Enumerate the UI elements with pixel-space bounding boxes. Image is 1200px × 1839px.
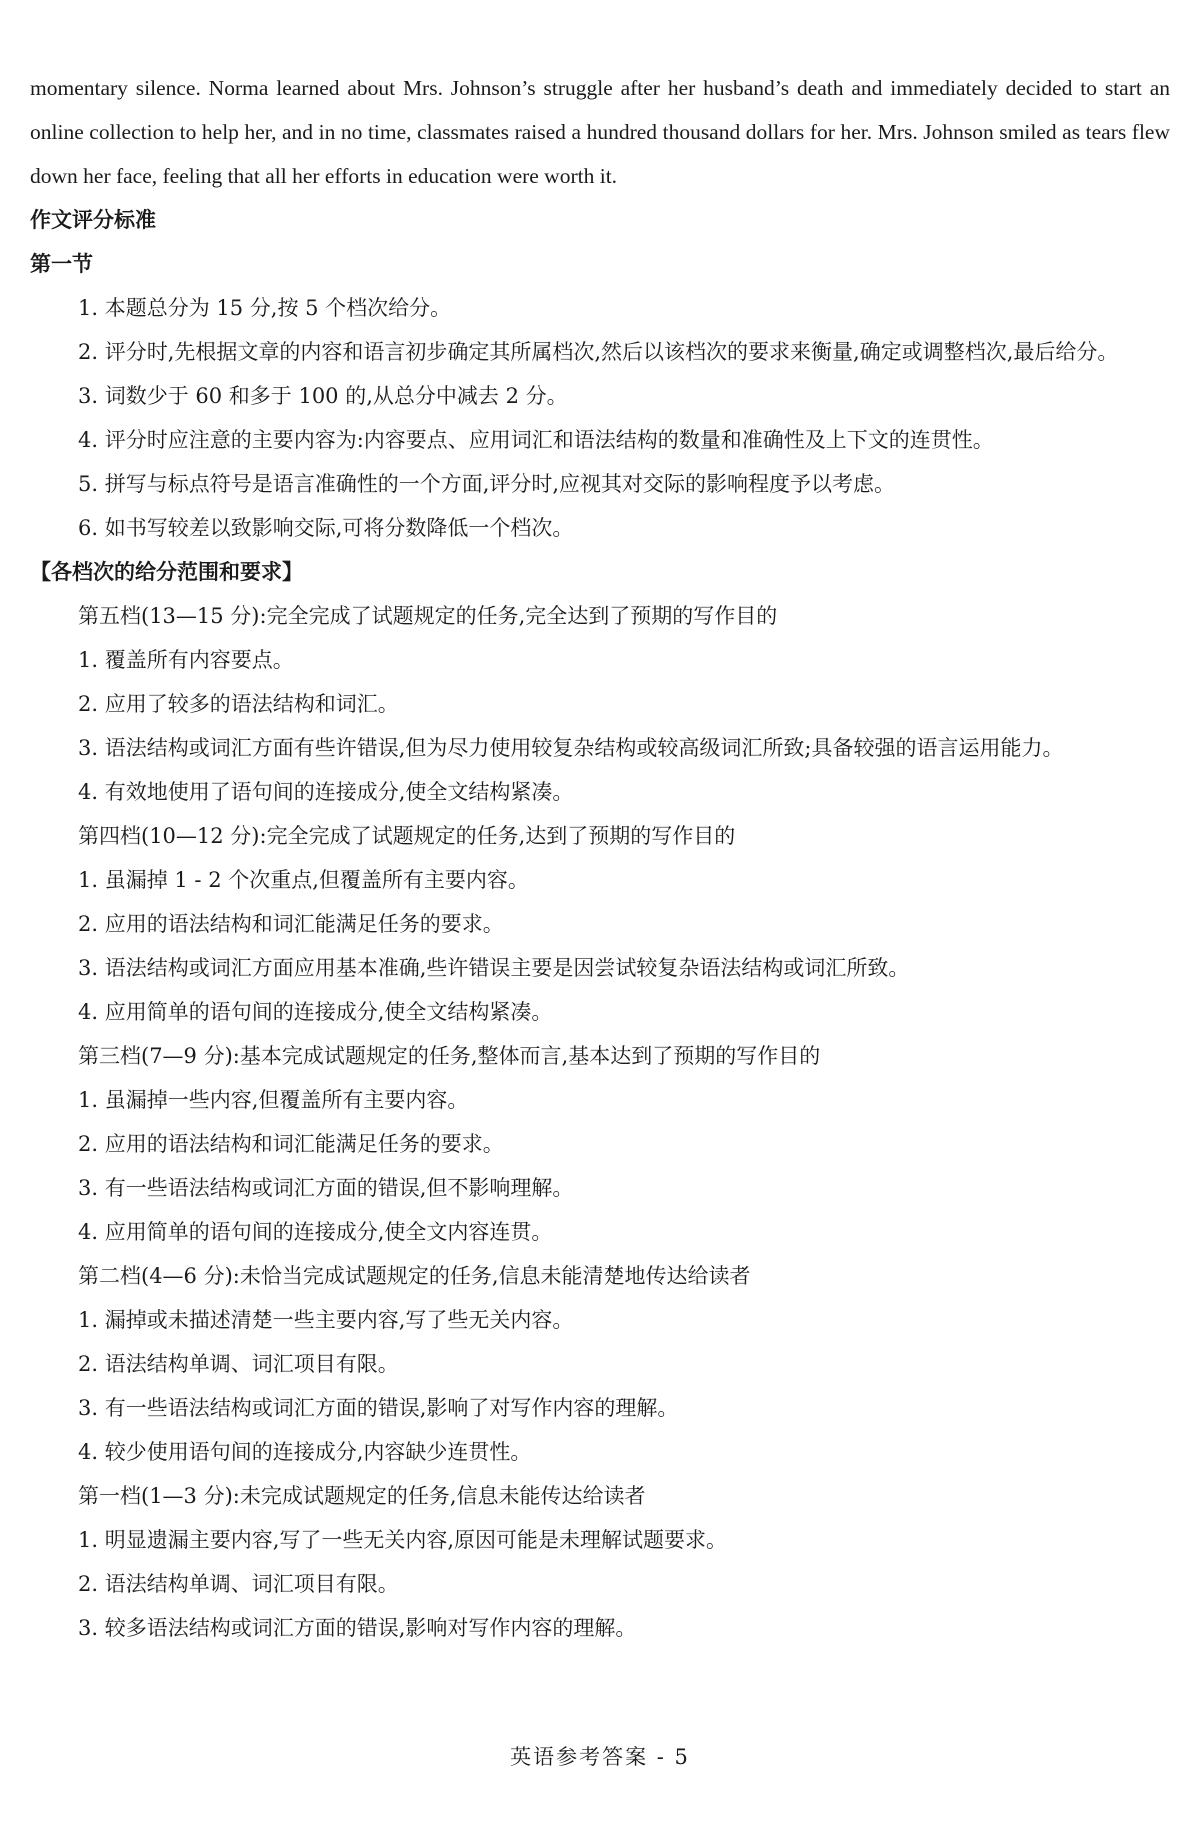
level-item: 3. 语法结构或词汇方面应用基本准确,些许错误主要是因尝试较复杂语法结构或词汇所致。 — [78, 956, 910, 980]
level-item: 3. 语法结构或词汇方面有些许错误,但为尽力使用较复杂结构或较高级词汇所致;具备较强的语言运用能力。 — [78, 736, 1064, 760]
level-title: 第三档(7—9 分):基本完成试题规定的任务,整体而言,基本达到了预期的写作目的 — [78, 1044, 821, 1068]
level-item: 1. 虽漏掉一些内容,但覆盖所有主要内容。 — [78, 1088, 469, 1112]
page-footer: 英语参考答案 - 5 — [510, 1745, 690, 1769]
level-item: 3. 有一些语法结构或词汇方面的错误,但不影响理解。 — [78, 1176, 574, 1200]
level-item: 1. 漏掉或未描述清楚一些主要内容,写了些无关内容。 — [78, 1308, 574, 1332]
criteria-heading: 作文评分标准 — [30, 208, 156, 232]
rule-item: 5. 拼写与标点符号是语言准确性的一个方面,评分时,应视其对交际的影响程度予以考虑。 — [78, 472, 896, 496]
rule-item: 2. 评分时,先根据文章的内容和语言初步确定其所属档次,然后以该档次的要求来衡量,确定或调整档次,最后给分。 — [78, 340, 1119, 364]
document-page — [30, 66, 1170, 1650]
level-item: 1. 明显遗漏主要内容,写了一些无关内容,原因可能是未理解试题要求。 — [78, 1528, 728, 1552]
level-item: 3. 有一些语法结构或词汇方面的错误,影响了对写作内容的理解。 — [78, 1396, 679, 1420]
level-title: 第二档(4—6 分):未恰当完成试题规定的任务,信息未能清楚地传达给读者 — [78, 1264, 751, 1288]
rule-item: 4. 评分时应注意的主要内容为:内容要点、应用词汇和语法结构的数量和准确性及上下文的连贯性。 — [78, 428, 994, 452]
passage-paragraph: momentary silence. Norma learned about Mrs. Johnson’s struggle after her husband’s death and immediately decided to start an online collection to help her, and in no time, classmates raised a hundred thousand dollars for her. Mrs. Johnson smiled as tears flew down her face, feeling that all her efforts in education were worth it. — [30, 76, 1170, 188]
rule-item: 1. 本题总分为 15 分,按 5 个档次给分。 — [78, 296, 452, 320]
level-item: 2. 应用的语法结构和词汇能满足任务的要求。 — [78, 912, 504, 936]
level-title: 第一档(1—3 分):未完成试题规定的任务,信息未能传达给读者 — [78, 1484, 646, 1508]
level-item: 4. 应用简单的语句间的连接成分,使全文结构紧凑。 — [78, 1000, 553, 1024]
level-item: 3. 较多语法结构或词汇方面的错误,影响对写作内容的理解。 — [78, 1616, 637, 1640]
level-item: 2. 应用的语法结构和词汇能满足任务的要求。 — [78, 1132, 504, 1156]
level-item: 4. 有效地使用了语句间的连接成分,使全文结构紧凑。 — [78, 780, 574, 804]
level-item: 2. 应用了较多的语法结构和词汇。 — [78, 692, 399, 716]
rule-item: 3. 词数少于 60 和多于 100 的,从总分中减去 2 分。 — [78, 384, 568, 408]
section-heading: 第一节 — [30, 252, 93, 276]
level-title: 第四档(10—12 分):完全完成了试题规定的任务,达到了预期的写作目的 — [78, 824, 736, 848]
level-item: 4. 应用简单的语句间的连接成分,使全文内容连贯。 — [78, 1220, 553, 1244]
level-item: 4. 较少使用语句间的连接成分,内容缺少连贯性。 — [78, 1440, 532, 1464]
rule-item: 6. 如书写较差以致影响交际,可将分数降低一个档次。 — [78, 516, 574, 540]
level-item: 2. 语法结构单调、词汇项目有限。 — [78, 1352, 399, 1376]
level-title: 第五档(13—15 分):完全完成了试题规定的任务,完全达到了预期的写作目的 — [78, 604, 778, 628]
level-item: 2. 语法结构单调、词汇项目有限。 — [78, 1572, 399, 1596]
levels-heading: 【各档次的给分范围和要求】 — [30, 560, 303, 584]
level-item: 1. 虽漏掉 1 - 2 个次重点,但覆盖所有主要内容。 — [78, 868, 529, 892]
level-item: 1. 覆盖所有内容要点。 — [78, 648, 294, 672]
